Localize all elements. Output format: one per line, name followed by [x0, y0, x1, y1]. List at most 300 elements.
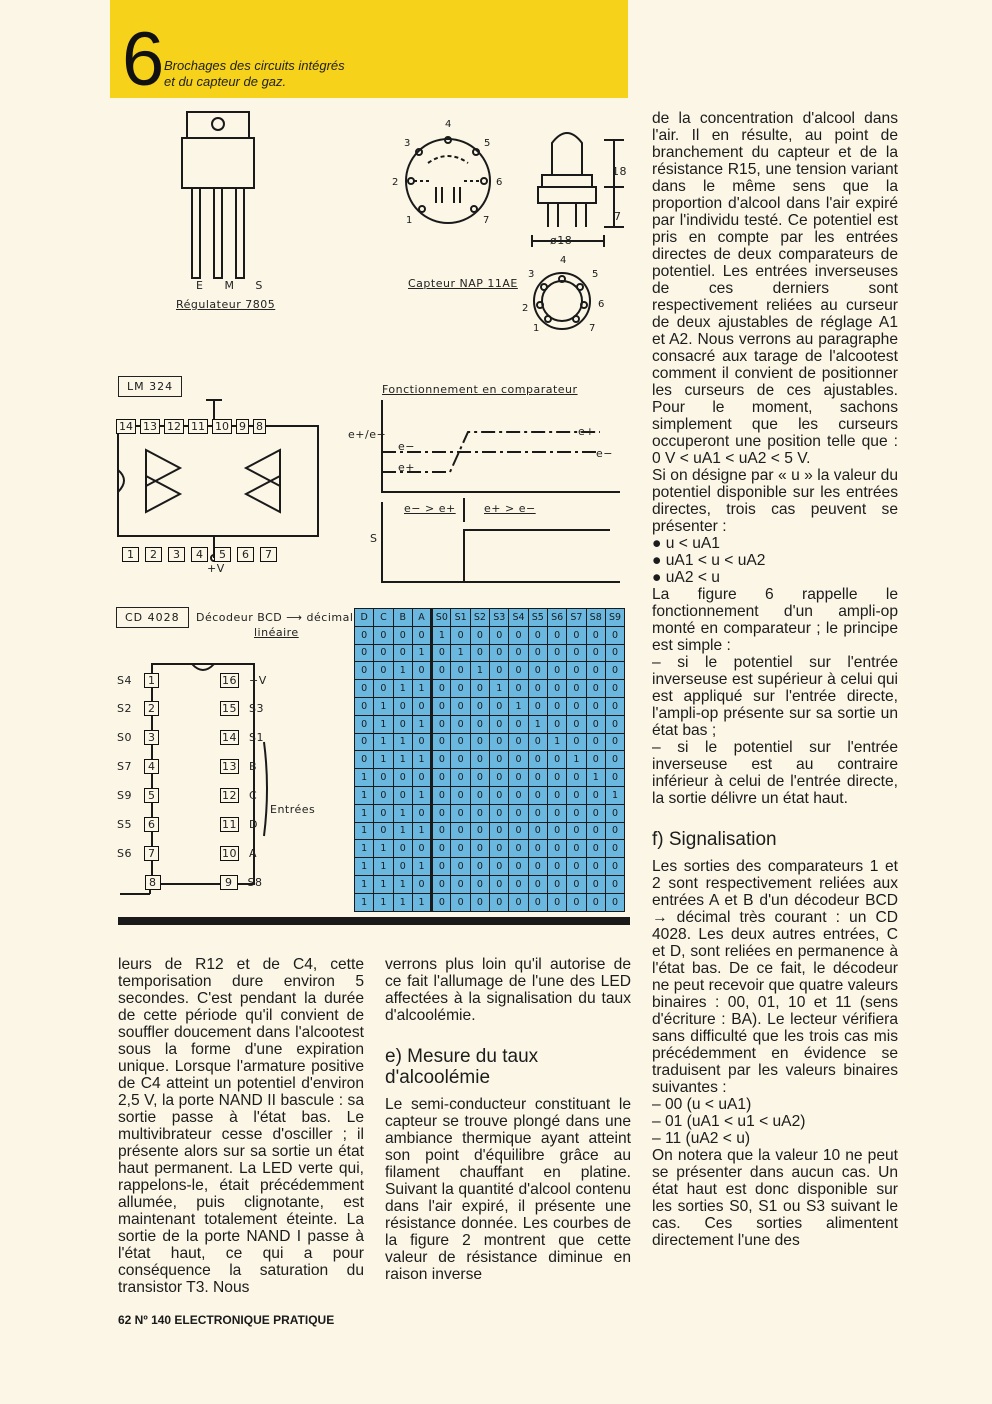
table-cell: 0 [451, 875, 470, 893]
table-row [355, 840, 625, 858]
truth-table-header-cell: S6 [547, 609, 566, 627]
truth-table-header-cell: S5 [528, 609, 547, 627]
table-cell: 0 [509, 822, 528, 840]
truth-table-header [355, 609, 625, 627]
table-row [355, 875, 625, 893]
lm324-top-pins: 14 13 12 11 10 9 8 [116, 420, 266, 433]
table-cell: 1 [355, 840, 374, 858]
table-cell: 0 [586, 875, 605, 893]
comparator-title: Fonctionnement en comparateur [382, 383, 578, 396]
text-column-left: leurs de R12 et de C4, cette temporisation dure environ 5 secondes. C'est pendant la durée de cette période qu'il convient de souffler doucement dans l'alcootest sous la forme d'une expiration unique. Lorsque l'armature positive de C4 atteint un potentiel d'environ 2,5 V, la porte NAND II bascule : sa sortie passe à l'état bas. Le multivibrateur cesse d'osciller ; il présente alors sur sa sortie un état haut permanent. La LED verte qui, rappelons-le, était précédemment allumée, puis clignotante, est maintenant totalement éteinte. La sortie de la porte NAND I passe à l'état haut, ce qui a pour conséquence la saturation du transistor T3. Nous [118, 956, 364, 1296]
table-cell: 0 [490, 644, 509, 662]
table-cell: 0 [567, 644, 586, 662]
table-cell: 0 [470, 804, 489, 822]
table-cell: 0 [470, 893, 489, 911]
table-cell: 0 [490, 875, 509, 893]
table-row [355, 715, 625, 733]
comparator-s-label: S [370, 532, 378, 545]
table-cell: 0 [509, 733, 528, 751]
truth-table-header-cell: S4 [509, 609, 528, 627]
truth-table-header-cell: A [412, 609, 431, 627]
table-cell: 0 [586, 733, 605, 751]
table-cell: 0 [393, 626, 412, 644]
table-cell: 0 [528, 786, 547, 804]
table-cell: 0 [451, 822, 470, 840]
table-cell: 0 [509, 840, 528, 858]
table-cell: 0 [567, 662, 586, 680]
table-cell: 0 [355, 715, 374, 733]
table-cell: 0 [547, 858, 566, 876]
table-cell: 0 [432, 751, 451, 769]
table-cell: 1 [393, 822, 412, 840]
table-cell: 0 [567, 840, 586, 858]
table-cell: 1 [355, 875, 374, 893]
table-cell: 0 [355, 626, 374, 644]
table-cell: 0 [374, 626, 393, 644]
table-cell: 0 [586, 751, 605, 769]
comparator-e-minus: e− [398, 440, 415, 453]
table-cell: 0 [528, 804, 547, 822]
table-cell: 1 [470, 662, 489, 680]
table-cell: 0 [605, 680, 624, 698]
svg-text:7: 7 [589, 323, 596, 334]
table-cell: 0 [586, 893, 605, 911]
table-cell: 0 [451, 804, 470, 822]
table-cell: 0 [451, 786, 470, 804]
table-cell: 0 [586, 786, 605, 804]
table-cell: 0 [432, 786, 451, 804]
table-cell: 0 [509, 715, 528, 733]
table-cell: 0 [412, 697, 431, 715]
table-cell: 0 [470, 786, 489, 804]
table-cell: 0 [451, 680, 470, 698]
figure-banner [110, 0, 628, 102]
table-cell: 0 [355, 662, 374, 680]
table-cell: 0 [490, 733, 509, 751]
svg-text:1: 1 [533, 323, 540, 334]
table-cell: 0 [567, 804, 586, 822]
table-cell: 0 [355, 644, 374, 662]
table-cell: 0 [605, 626, 624, 644]
table-row [355, 786, 625, 804]
table-cell: 0 [432, 715, 451, 733]
table-cell: 0 [605, 858, 624, 876]
table-cell: 0 [490, 822, 509, 840]
table-cell: 0 [490, 697, 509, 715]
table-row [355, 626, 625, 644]
table-cell: 1 [412, 822, 431, 840]
table-cell: 0 [586, 858, 605, 876]
table-cell: 1 [393, 680, 412, 698]
cd4028-label: CD 4028 [116, 607, 189, 628]
table-cell: 0 [586, 697, 605, 715]
table-cell: 1 [412, 680, 431, 698]
table-cell: 0 [547, 822, 566, 840]
cd4028-title: Décodeur BCD ⟶ décimal linéaire [196, 611, 354, 639]
table-cell: 0 [605, 875, 624, 893]
table-row [355, 822, 625, 840]
table-cell: 0 [605, 769, 624, 787]
table-cell: 0 [470, 626, 489, 644]
table-cell: 0 [374, 769, 393, 787]
truth-table-header-cell: S3 [490, 609, 509, 627]
table-cell: 1 [355, 786, 374, 804]
table-cell: 0 [374, 822, 393, 840]
table-cell: 0 [374, 786, 393, 804]
lm324-bottom-pins: 1 2 3 4 5 6 7 [122, 548, 277, 561]
table-cell: 1 [374, 858, 393, 876]
table-cell: 0 [605, 840, 624, 858]
table-cell: 0 [528, 858, 547, 876]
table-cell: 0 [509, 644, 528, 662]
table-cell: 0 [509, 769, 528, 787]
table-cell: 0 [470, 697, 489, 715]
table-cell: 1 [509, 697, 528, 715]
table-row [355, 662, 625, 680]
table-cell: 0 [412, 733, 431, 751]
table-cell: 0 [547, 804, 566, 822]
table-cell: 1 [412, 751, 431, 769]
svg-text:6: 6 [496, 177, 503, 188]
table-cell: 0 [470, 875, 489, 893]
table-cell: 0 [374, 662, 393, 680]
table-cell: 1 [374, 733, 393, 751]
table-cell: 0 [432, 680, 451, 698]
table-cell: 0 [547, 786, 566, 804]
table-cell: 1 [393, 733, 412, 751]
table-cell: 0 [586, 715, 605, 733]
table-cell: 1 [412, 715, 431, 733]
table-cell: 1 [412, 786, 431, 804]
table-cell: 0 [393, 644, 412, 662]
table-cell: 0 [528, 626, 547, 644]
sensor-label: Capteur NAP 11AE [408, 277, 518, 290]
table-cell: 1 [547, 733, 566, 751]
text-column-right: de la concentration d'alcool dans l'air. Il en résulte, au point de branchement du capteur et de la résistance R15, une tension variant dans le même sens que la proportion d'alcool dans l'air expiré par l'individu testé. Ce potentiel est pris en compte par les entrées directes de deux comparateurs de potentiel. Les entrées inverseuses de ces derniers sont respectivement reliées au curseur de deux ajustables de réglage A1 et A2. Nous verrons au paragraphe consacré aux tarage de l'alcootest comment il convient de positionner les curseurs de ces ajustables. Pour le moment, sachons simplement que les curseurs occuperont une position telle que : 0 V < uA1 < uA2 < 5 V. Si on désigne par « u » la valeur du potentiel disponible sur les entrées directes, trois cas peuvent se présenter : ● u < uA1 ● uA1 < u < uA2 ● uA2 < u La figure 6 rappelle le fonctionnement d'un ampli-op monté en comparateur ; le principe est simple : – si le potentiel sur l'entrée inverseuse est supérieur à celui qui est appliqué sur l'entrée directe, l'ampli-op présente sur sa sortie un état bas ; – si le potentiel sur l'entrée inverseuse est au contraire inférieur à celui de l'entrée directe, la sortie délivre un état haut. f) Signalisation Les sorties des comparateurs 1 et 2 sont respectivement reliées aux entrées A et B d'un décodeur BCD → décimal très courant : un CD 4028. Les deux autres entrées, C et D, sont reliées en permanence à l'état bas. De ce fait, le décodeur ne peut recevoir que quatre valeurs binaires : 00, 01, 10 et 11 (sens d'écriture : BA). Le lecteur vérifiera sans difficulté que les trois cas mis précédemment en évidence se traduisent par les valeurs binaires suivantes : – 00 (u < uA1) – 01 (uA1 < u1 < uA2) – 11 (uA2 < u) On notera que la valeur 10 ne peut se présenter dans aucun cas. Un état haut est donc disponible sur les sorties S0, S1 ou S3 suivant le cas. Ces sorties alimentent directement l'une des [652, 110, 898, 1249]
table-cell: 1 [586, 769, 605, 787]
regulator-label: Régulateur 7805 [176, 298, 276, 311]
table-cell: 0 [547, 769, 566, 787]
table-cell: 1 [490, 680, 509, 698]
svg-text:5: 5 [592, 269, 599, 280]
table-cell: 0 [509, 751, 528, 769]
table-cell: 0 [374, 804, 393, 822]
table-cell: 1 [374, 751, 393, 769]
svg-text:3: 3 [404, 138, 411, 149]
table-cell: 0 [528, 875, 547, 893]
table-cell: 1 [393, 893, 412, 911]
table-cell: 0 [355, 751, 374, 769]
table-cell: 0 [355, 697, 374, 715]
table-cell: 1 [374, 715, 393, 733]
table-cell: 0 [490, 858, 509, 876]
table-cell: 0 [547, 840, 566, 858]
lm324-label: LM 324 [118, 376, 182, 397]
table-cell: 0 [451, 662, 470, 680]
table-cell: 0 [547, 644, 566, 662]
svg-text:2: 2 [522, 303, 529, 314]
table-cell: 1 [374, 697, 393, 715]
svg-text:2: 2 [392, 177, 399, 188]
table-cell: 0 [567, 733, 586, 751]
table-cell: 0 [393, 769, 412, 787]
table-cell: 1 [412, 893, 431, 911]
table-cell: 0 [567, 769, 586, 787]
table-cell: 0 [605, 822, 624, 840]
table-cell: 0 [432, 858, 451, 876]
table-cell: 0 [490, 662, 509, 680]
cd4028-chip [112, 658, 352, 908]
truth-table [354, 608, 625, 912]
table-cell: 0 [567, 697, 586, 715]
page-footer: 62 Nº 140 ELECTRONIQUE PRATIQUE [118, 1313, 335, 1327]
table-cell: 0 [490, 626, 509, 644]
table-cell: 0 [470, 858, 489, 876]
svg-text:4: 4 [445, 119, 452, 130]
table-cell: 0 [490, 769, 509, 787]
truth-table-header-cell: S2 [470, 609, 489, 627]
table-cell: 0 [412, 840, 431, 858]
table-cell: 0 [528, 751, 547, 769]
table-cell: 1 [355, 858, 374, 876]
table-cell: 0 [451, 751, 470, 769]
table-cell: 0 [490, 786, 509, 804]
table-cell: 0 [509, 858, 528, 876]
table-cell: 0 [528, 840, 547, 858]
section-divider [118, 917, 630, 925]
truth-table-header-cell: C [374, 609, 393, 627]
table-cell: 0 [567, 893, 586, 911]
text-column-middle: verrons plus loin qu'il autorise de ce fait l'allumage de l'une des LED affectées à la signalisation du taux d'alcoolémie. e) Mesure du taux d'alcoolémie Le semi-conducteur constituant le capteur se trouve plongé dans une ambiance thermique ayant atteint son point d'équilibre grâce au filament chauffant en platine. Suivant la quantité d'alcool contenu dans l'air expiré, il présente une résistance donnée. Les courbes de la figure 2 montrent que cette valeur de résistance diminue en raison inverse [385, 956, 631, 1283]
table-cell: 0 [567, 680, 586, 698]
truth-table-header-cell: S8 [586, 609, 605, 627]
svg-text:7: 7 [483, 215, 490, 226]
table-cell: 0 [509, 786, 528, 804]
table-cell: 0 [547, 893, 566, 911]
comparator-region1: e− > e+ [404, 502, 456, 515]
table-cell: 0 [528, 644, 547, 662]
table-cell: 0 [509, 875, 528, 893]
table-cell: 0 [432, 875, 451, 893]
table-cell: 0 [586, 626, 605, 644]
table-cell: 0 [586, 644, 605, 662]
table-cell: 0 [605, 804, 624, 822]
table-cell: 1 [567, 751, 586, 769]
table-cell: 1 [374, 893, 393, 911]
table-cell: 0 [470, 644, 489, 662]
truth-table-header-cell: D [355, 609, 374, 627]
table-cell: 0 [393, 840, 412, 858]
table-cell: 0 [605, 751, 624, 769]
table-cell: 0 [605, 733, 624, 751]
table-cell: 0 [451, 858, 470, 876]
table-cell: 1 [374, 840, 393, 858]
table-row [355, 858, 625, 876]
sensor-dim-diameter: ø18 [550, 234, 573, 247]
table-cell: 0 [567, 822, 586, 840]
heading-signalisation: f) Signalisation [652, 829, 777, 850]
table-cell: 0 [586, 662, 605, 680]
table-cell: 0 [451, 733, 470, 751]
table-cell: 0 [547, 662, 566, 680]
table-cell: 0 [432, 893, 451, 911]
table-cell: 0 [509, 680, 528, 698]
table-cell: 0 [470, 769, 489, 787]
svg-text:3: 3 [528, 269, 535, 280]
table-cell: 1 [451, 644, 470, 662]
table-cell: 0 [432, 644, 451, 662]
table-cell: 1 [355, 769, 374, 787]
table-cell: 0 [528, 733, 547, 751]
regulator-drawing [180, 110, 260, 285]
svg-text:5: 5 [484, 138, 491, 149]
table-cell: 0 [547, 715, 566, 733]
table-cell: 0 [451, 715, 470, 733]
table-row [355, 769, 625, 787]
table-cell: 0 [451, 840, 470, 858]
table-cell: 0 [470, 822, 489, 840]
table-cell: 0 [567, 715, 586, 733]
table-row [355, 697, 625, 715]
table-cell: 0 [528, 662, 547, 680]
truth-table-header-cell: S7 [567, 609, 586, 627]
table-cell: 0 [605, 662, 624, 680]
table-row [355, 733, 625, 751]
table-cell: 0 [451, 697, 470, 715]
table-cell: 0 [528, 769, 547, 787]
table-cell: 0 [586, 822, 605, 840]
table-cell: 1 [374, 875, 393, 893]
svg-text:1: 1 [406, 215, 413, 226]
table-cell: 0 [567, 786, 586, 804]
table-cell: 0 [470, 715, 489, 733]
table-cell: 0 [374, 644, 393, 662]
table-cell: 0 [470, 751, 489, 769]
table-cell: 0 [547, 626, 566, 644]
table-cell: 0 [451, 626, 470, 644]
table-cell: 0 [432, 769, 451, 787]
table-cell: 0 [509, 804, 528, 822]
cd4028-inputs-label: Entrées [270, 803, 316, 816]
table-cell: 1 [605, 786, 624, 804]
table-cell: 0 [432, 733, 451, 751]
table-cell: 1 [412, 644, 431, 662]
table-cell: 0 [567, 626, 586, 644]
heading-mesure-taux: e) Mesure du taux d'alcoolémie [385, 1046, 539, 1088]
table-cell: 0 [432, 822, 451, 840]
table-cell: 0 [490, 840, 509, 858]
table-cell: 0 [451, 893, 470, 911]
svg-text:6: 6 [598, 299, 605, 310]
table-cell: 0 [509, 626, 528, 644]
regulator-pins: E M S [196, 279, 272, 292]
table-cell: 0 [490, 751, 509, 769]
table-cell: 0 [393, 858, 412, 876]
table-cell: 0 [412, 769, 431, 787]
sensor-dim-top: 18 [612, 165, 627, 178]
table-cell: 0 [470, 840, 489, 858]
comparator-e-plus: e+ [398, 461, 415, 474]
comparator-y-label: e+/e− [348, 428, 387, 441]
table-row [355, 680, 625, 698]
table-cell: 1 [393, 875, 412, 893]
table-row [355, 751, 625, 769]
truth-table-header-cell: S1 [451, 609, 470, 627]
table-cell: 1 [355, 893, 374, 911]
table-cell: 0 [509, 662, 528, 680]
table-cell: 0 [547, 751, 566, 769]
table-cell: 0 [605, 644, 624, 662]
table-cell: 0 [605, 697, 624, 715]
table-cell: 0 [490, 804, 509, 822]
sensor-dim-side: 7 [614, 210, 622, 223]
table-cell: 1 [528, 715, 547, 733]
comparator-e-minus-right: e− [596, 447, 613, 460]
svg-text:4: 4 [560, 255, 567, 266]
table-cell: 0 [605, 893, 624, 911]
table-cell: 1 [393, 804, 412, 822]
truth-table-header-cell: S9 [605, 609, 624, 627]
table-cell: 0 [432, 840, 451, 858]
table-cell: 0 [432, 804, 451, 822]
lm324-supply: +V [207, 562, 225, 575]
table-cell: 0 [412, 626, 431, 644]
table-cell: 1 [355, 822, 374, 840]
figure-number: 6 [122, 17, 165, 102]
table-cell: 0 [528, 680, 547, 698]
table-cell: 0 [528, 822, 547, 840]
sensor-drawing [392, 115, 632, 345]
table-cell: 0 [528, 893, 547, 911]
table-cell: 0 [432, 697, 451, 715]
table-cell: 1 [412, 858, 431, 876]
table-cell: 0 [586, 804, 605, 822]
table-cell: 0 [490, 715, 509, 733]
table-cell: 0 [586, 680, 605, 698]
table-cell: 0 [470, 733, 489, 751]
table-cell: 0 [547, 697, 566, 715]
table-cell: 1 [393, 751, 412, 769]
table-cell: 0 [432, 662, 451, 680]
truth-table-header-cell: B [393, 609, 412, 627]
table-cell: 0 [374, 680, 393, 698]
table-cell: 1 [432, 626, 451, 644]
table-cell: 0 [547, 875, 566, 893]
table-cell: 0 [355, 733, 374, 751]
table-cell: 0 [605, 715, 624, 733]
table-cell: 0 [547, 680, 566, 698]
table-cell: 0 [412, 875, 431, 893]
table-cell: 0 [412, 804, 431, 822]
table-cell: 0 [393, 786, 412, 804]
table-cell: 0 [393, 697, 412, 715]
comparator-region2: e+ > e− [484, 502, 536, 515]
table-cell: 0 [412, 662, 431, 680]
table-row [355, 893, 625, 911]
table-cell: 1 [393, 662, 412, 680]
table-cell: 0 [567, 858, 586, 876]
table-cell: 0 [470, 680, 489, 698]
table-cell: 0 [393, 715, 412, 733]
table-row [355, 644, 625, 662]
truth-table-header-cell: S0 [432, 609, 451, 627]
table-cell: 0 [451, 769, 470, 787]
table-cell: 0 [490, 893, 509, 911]
table-row [355, 804, 625, 822]
table-cell: 0 [528, 697, 547, 715]
comparator-e-plus-right: e+ [578, 425, 595, 438]
figure-caption: Brochages des circuits intégrés et du capteur de gaz. [164, 58, 345, 89]
